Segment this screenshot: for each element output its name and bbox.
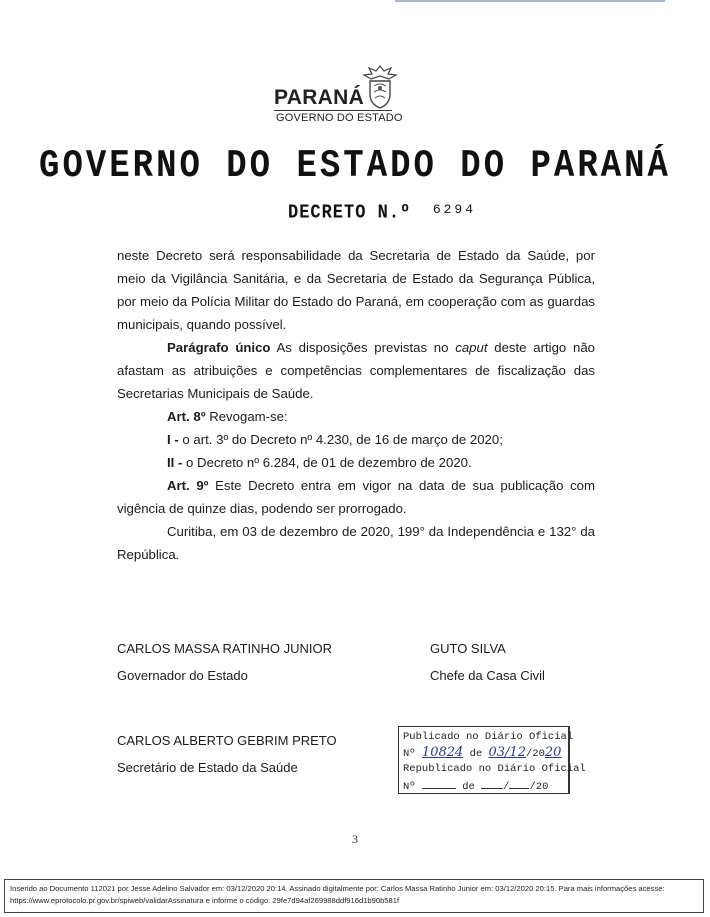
article-8-text: Revogam-se: — [205, 409, 288, 424]
stamp-blank-day — [481, 777, 503, 789]
paragraph-unique-text-b: deste artigo não afastam as atribuições e competências complementares de fiscalização das Secretarias Municipais de Saúde. — [117, 340, 595, 401]
stamp-year-prefix: /20 — [525, 748, 545, 760]
article-8-label: Art. 8º — [167, 409, 206, 424]
article-9-label: Art. 9º — [167, 478, 209, 493]
brand-subtitle: GOVERNO DO ESTADO — [276, 112, 403, 124]
footer-line-1: Inserido ao Documento 112021 por Jesse Adelino Salvador em: 03/12/2020 20:14. Assinado digitalmente por: Carlos Massa Ratinho Junior em: 03/12/2020 20:15. Para mais informações acesse: — [10, 884, 665, 893]
paragraph-continuation: neste Decreto será responsabilidade da Secretaria de Estado da Saúde, por meio da Vigilância Sanitária, e da Secretaria de Estado da Segurança Pública, por meio da Polícia Militar do Estado do Paraná, em cooperação com as guardas municipais, quando possível. — [117, 248, 595, 332]
decree-label: DECRETO N.º — [288, 202, 412, 225]
decree-body — [117, 244, 595, 566]
paragraph-unique-text-a: As disposições previstas no — [270, 340, 456, 355]
brand-divider — [274, 110, 392, 111]
stamp-blank-number — [422, 777, 456, 789]
document-heading: GOVERNO DO ESTADO DO PARANÁ — [39, 145, 671, 189]
state-logo — [274, 64, 424, 124]
stamp-no-label: Nº — [403, 748, 416, 760]
stamp-de-label: de — [469, 748, 483, 760]
signature-chief-of-staff — [430, 638, 545, 687]
signatory-name: CARLOS MASSA RATINHO JUNIOR — [117, 641, 333, 656]
coat-of-arms-icon — [360, 64, 400, 110]
paragraph-unique-caput: caput — [455, 340, 488, 355]
signatory-name: CARLOS ALBERTO GEBRIM PRETO — [117, 733, 337, 748]
page-number: 3 — [352, 832, 358, 846]
stamp-date: 03/12 — [488, 745, 526, 760]
revocation-item-1-text: o art. 3º do Decreto nº 4.230, de 16 de março de 2020; — [178, 432, 503, 447]
stamp-republished-title: Republicado no Diário Oficial — [403, 763, 586, 775]
signature-footer — [4, 879, 704, 913]
decree-line — [288, 204, 476, 223]
stamp-slash: / — [503, 781, 510, 793]
stamp-year2: /20 — [529, 781, 549, 793]
stamp-no2-label: Nº — [403, 781, 416, 793]
scan-edge-line — [395, 0, 665, 2]
stamp-published-info — [403, 745, 564, 761]
revocation-item-2 — [117, 451, 595, 474]
revocation-item-2-text: o Decreto nº 6.284, de 01 de dezembro de 2020. — [182, 455, 472, 470]
signatory-role: Secretário de Estado da Saúde — [117, 760, 298, 775]
stamp-year: 20 — [544, 745, 562, 760]
signature-health-secretary — [117, 730, 337, 779]
article-9-text: Este Decreto entra em vigor na data de sua publicação com vigência de quinze dias, podendo ser prorrogado. — [117, 478, 595, 516]
stamp-blank-month — [509, 777, 529, 789]
signatory-role: Chefe da Casa Civil — [430, 668, 545, 683]
stamp-de2-label: de — [462, 781, 475, 793]
signatory-name: GUTO SILVA — [430, 641, 506, 656]
stamp-published-title: Publicado no Diário Oficial — [403, 731, 574, 743]
revocation-item-1 — [117, 428, 595, 451]
stamp-republished-info — [403, 777, 564, 793]
article-8 — [117, 405, 595, 428]
decree-number: 6294 — [432, 202, 477, 217]
paragraph-unique-label: Parágrafo único — [167, 340, 271, 355]
article-9 — [117, 474, 595, 520]
stamp-edition-number: 10824 — [421, 745, 464, 760]
revocation-item-1-label: I - — [167, 432, 179, 447]
revocation-item-2-label: II - — [167, 455, 183, 470]
closing-line: Curitiba, em 03 de dezembro de 2020, 199° da Independência e 132° da República. — [117, 524, 595, 562]
brand-name: PARANÁ — [274, 86, 365, 109]
publication-stamp — [398, 726, 586, 794]
signatory-role: Governador do Estado — [117, 668, 248, 683]
footer-line-2: https://www.eprotocolo.pr.gov.br/spiweb/validarAssinatura e informe o código: 29fe7d94af269988ddf916d1b90b581f — [10, 896, 400, 905]
paragraph-unique — [117, 336, 595, 405]
signature-governor — [117, 638, 332, 687]
